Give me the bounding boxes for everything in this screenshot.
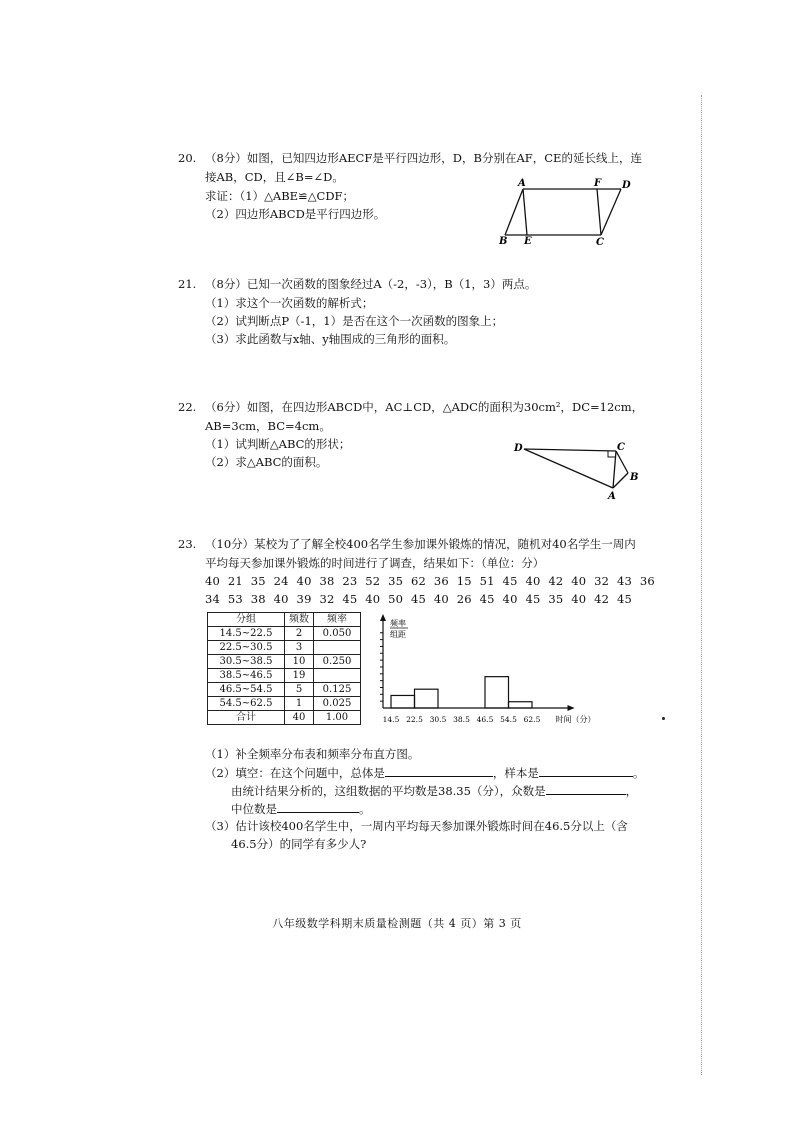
fig-label-e: E	[524, 236, 532, 247]
fig-label-b: B	[499, 236, 508, 247]
table-cell: 22.5~30.5	[208, 641, 285, 655]
x-tick-label: 54.5	[500, 715, 517, 724]
question-text: （8分）已知一次函数的图象经过A（-2，-3），B（1，3）两点。	[205, 277, 537, 291]
x-axis-arrow	[568, 705, 575, 711]
y-axis-label-denominator: 组距	[390, 630, 406, 639]
question-text: （3）求此函数与x轴、y轴围成的三角形的面积。	[205, 332, 456, 346]
question-text: AB=3cm，BC=4cm。	[205, 419, 331, 433]
table-cell: 0.050	[314, 627, 361, 641]
fig-label-b: B	[630, 472, 639, 483]
question-number: 20.	[178, 151, 197, 165]
frequency-histogram	[375, 612, 615, 730]
x-tick-label: 62.5	[523, 715, 541, 724]
question-text: （10分）某校为了了解全校400名学生参加课外锻炼的情况，随机对40名学生一周内	[205, 537, 636, 551]
fill-in-text: ，样本是	[492, 766, 539, 780]
table-row	[208, 711, 361, 725]
x-tick-label: 46.5	[476, 715, 494, 724]
fig-label-f: F	[594, 178, 602, 189]
answer-blank-median[interactable]	[277, 800, 359, 813]
answer-blank-population[interactable]	[385, 764, 493, 777]
question-text: 接AB，CD，且∠B=∠D。	[205, 170, 344, 184]
table-header-row	[208, 613, 361, 627]
question-text: （1）求这个一次函数的解析式；	[205, 296, 374, 310]
question-number: 21.	[178, 277, 197, 291]
x-tick-label: 30.5	[429, 715, 447, 724]
page-footer: 八年级数学科期末质量检测题（共 4 页）第 3 页	[272, 917, 522, 930]
table-cell: 频率	[314, 613, 361, 627]
y-axis-label-numerator: 频率	[390, 619, 406, 628]
fig-label-c: C	[617, 442, 625, 453]
question-text: 平均每天参加课外锻炼的时间进行了调查，结果如下：（单位：分）	[205, 556, 545, 570]
histogram-bar	[509, 702, 533, 708]
answer-blank-sample[interactable]	[539, 764, 633, 777]
table-cell: 0.125	[314, 683, 361, 697]
histogram-bar	[391, 695, 415, 708]
x-tick-label: 22.5	[406, 715, 423, 724]
fill-in-text: 。	[359, 802, 371, 816]
table-cell: 1.00	[314, 711, 361, 725]
table-cell: 54.5~62.5	[208, 697, 285, 711]
histogram-bar	[415, 689, 439, 708]
y-axis-arrow	[380, 614, 386, 621]
fig-label-c: C	[596, 237, 604, 248]
table-cell: 40	[285, 711, 314, 725]
table-row	[208, 697, 361, 711]
frequency-table	[207, 612, 361, 725]
question-text: （3）估计该校400名学生中，一周内平均每天参加课外锻炼时间在46.5分以上（含	[205, 819, 628, 833]
x-tick-label: 38.5	[453, 715, 470, 724]
fill-in-text: 中位数是	[231, 802, 277, 816]
fill-in-text: 由统计结果分析的，这组数据的平均数是38.35（分），众数是	[231, 784, 546, 798]
x-axis-label: 时间（分）	[555, 715, 596, 724]
parallelogram-figure	[495, 176, 645, 248]
question-text: （8分）如图，已知四边形AECF是平行四边形，D，B分别在AF，CE的延长线上，连	[205, 151, 642, 165]
fill-in-text: 。	[632, 766, 645, 780]
table-cell: 1	[285, 697, 314, 711]
survey-data-row: 34 53 38 40 39 32 45 40 50 45 40 26 45 40 45 35 40 42 45	[205, 592, 633, 606]
question-text: （1）补全频率分布表和频率分布直方图。	[205, 747, 420, 761]
fig-label-d: D	[622, 180, 631, 191]
table-cell: 10	[285, 655, 314, 669]
question-text	[231, 800, 371, 819]
table-cell-blank[interactable]	[314, 669, 361, 683]
table-row	[208, 655, 361, 669]
table-cell: 合计	[208, 711, 285, 725]
question-text: 求证：（1）△ABE≌△CDF；	[205, 189, 355, 203]
table-cell: 分组	[208, 613, 285, 627]
question-text	[205, 764, 644, 783]
table-cell: 频数	[285, 613, 314, 627]
fill-in-text: （2）填空：在这个问题中，总体是	[205, 766, 385, 780]
table-cell: 30.5~38.5	[208, 655, 285, 669]
table-cell-blank[interactable]	[314, 641, 361, 655]
x-tick-label: 14.5	[382, 715, 400, 724]
table-row	[208, 641, 361, 655]
table-cell: 46.5~54.5	[208, 683, 285, 697]
fill-in-text: ，	[625, 784, 638, 798]
question-text: （2）求△ABC的面积。	[205, 455, 328, 469]
table-cell: 0.025	[314, 697, 361, 711]
question-text: （2）四边形ABCD是平行四边形。	[205, 207, 386, 221]
table-cell: 0.250	[314, 655, 361, 669]
table-row	[208, 669, 361, 683]
question-text: 46.5分）的同学有多少人?	[231, 837, 367, 851]
answer-blank-mode[interactable]	[546, 782, 626, 795]
question-text: （1）试判断△ABC的形状；	[205, 437, 351, 451]
table-cell: 19	[285, 669, 314, 683]
table-cell: 5	[285, 683, 314, 697]
table-row	[208, 683, 361, 697]
table-cell: 14.5~22.5	[208, 627, 285, 641]
fig-label-a: A	[518, 178, 526, 189]
fig-label-a: A	[608, 491, 616, 502]
table-row	[208, 627, 361, 641]
question-text	[231, 782, 637, 801]
question-number: 22.	[178, 400, 197, 414]
table-cell: 3	[285, 641, 314, 655]
survey-data-row: 40 21 35 24 40 38 23 52 35 62 36 15 51 45 40 42 40 32 43 36	[205, 574, 655, 588]
scan-dot	[662, 717, 665, 720]
histogram-bar	[485, 677, 509, 708]
question-text: （6分）如图，在四边形ABCD中，AC⊥CD，△ADC的面积为30cm²，DC=12cm，	[205, 400, 644, 414]
table-cell: 2	[285, 627, 314, 641]
table-cell: 38.5~46.5	[208, 669, 285, 683]
quadrilateral-figure	[512, 438, 642, 502]
question-text: （2）试判断点P（-1，1）是否在这个一次函数的图象上；	[205, 314, 504, 328]
fig-label-d: D	[514, 443, 523, 454]
question-number: 23.	[178, 537, 197, 551]
